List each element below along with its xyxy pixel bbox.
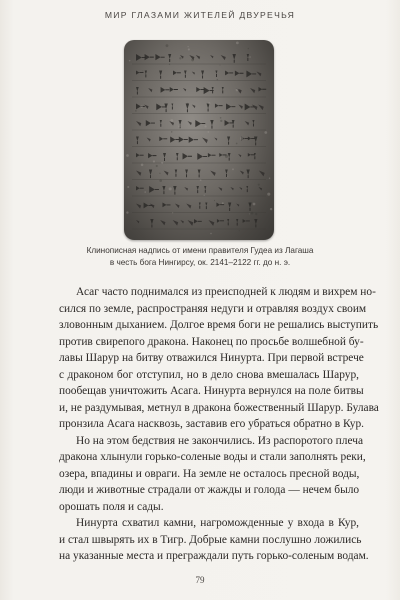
cuneiform-wedge <box>246 186 248 192</box>
cuneiform-wedge <box>222 87 224 93</box>
cuneiform-wedge <box>173 186 176 195</box>
cuneiform-wedge <box>162 203 170 208</box>
cuneiform-wedge <box>208 153 216 157</box>
text-line: с драконом бог отступил, но в дело снова вмешалась Шарур, <box>59 368 359 381</box>
cuneiform-wedge <box>149 170 152 179</box>
cuneiform-wedge <box>136 171 141 176</box>
cuneiform-wedge <box>202 138 208 144</box>
cuneiform-wedge <box>227 137 230 145</box>
cuneiform-wedge <box>149 186 159 193</box>
cuneiform-wedge <box>236 204 239 207</box>
text-line: сился по земле, распространяя недуги и отравляя воздух своим <box>59 302 367 315</box>
cuneiform-wedge <box>150 219 153 227</box>
cuneiform-wedge <box>175 170 178 177</box>
cuneiform-wedge <box>225 71 233 76</box>
figure-caption <box>60 245 340 269</box>
cuneiform-wedge <box>186 204 191 209</box>
running-head: МИР ГЛАЗАМИ ЖИТЕЛЕЙ ДВУРЕЧЬЯ <box>104 10 296 20</box>
cuneiform-wedge <box>185 170 188 178</box>
cuneiform-wedge <box>246 170 249 179</box>
cuneiform-wedge <box>136 104 145 110</box>
cuneiform-wedge <box>168 54 171 62</box>
cuneiform-wedge <box>136 71 143 75</box>
cuneiform-wedge <box>136 204 141 209</box>
cuneiform-wedge <box>245 104 255 111</box>
text-line: Нинурта схватил камни, нагроможденные у входа в Кур, <box>76 517 359 529</box>
cuneiform-wedge <box>192 105 196 109</box>
cuneiform-wedge <box>248 137 255 141</box>
cuneiform-wedge <box>183 88 186 91</box>
cuneiform-wedge <box>196 55 200 59</box>
text-line: и, не раздумывая, метнул в дракона божественный Шарур. Булава <box>59 401 379 414</box>
cuneiform-wedge <box>207 104 210 112</box>
cuneiform-wedge <box>159 137 167 142</box>
cuneiform-wedge <box>156 104 166 111</box>
cuneiform-wedge <box>145 54 154 60</box>
cuneiform-wedge <box>173 220 179 226</box>
cuneiform-wedge <box>210 171 216 177</box>
cuneiform-wedge <box>173 71 181 76</box>
cuneiform-wedge <box>248 203 251 211</box>
text-line: зловонным дыханием. Долгое время боги не решались выступить <box>59 319 379 331</box>
cuneiform-wedge <box>162 186 165 194</box>
cuneiform-wedge <box>210 120 213 129</box>
cuneiform-wedge <box>180 220 183 223</box>
cuneiform-wedge <box>184 71 187 78</box>
cuneiform-wedge <box>150 204 155 209</box>
cuneiform-wedge <box>254 219 257 227</box>
cuneiform-wedge <box>155 54 164 60</box>
cuneiform-wedge <box>208 220 214 226</box>
cuneiform-wedge <box>238 105 242 109</box>
cuneiform-wedge <box>254 153 256 159</box>
cuneiform-wedge <box>228 203 231 211</box>
cuneiform-wedge <box>164 171 169 176</box>
text-line: лавы Шарур на битву отважился Нинурта. При первой встрече <box>59 352 364 364</box>
cuneiform-wedge <box>199 203 201 209</box>
cuneiform-wedge <box>136 54 146 61</box>
cuneiform-wedge <box>146 120 155 126</box>
cuneiform-wedge <box>245 121 249 125</box>
cuneiform-tablet-image <box>124 40 274 240</box>
text-line: и стал швырять их в Тигр. Добрые камни послушно ложились <box>59 533 362 546</box>
body-text <box>59 284 379 565</box>
cuneiform-wedge <box>161 87 170 93</box>
cuneiform-wedge <box>175 204 180 209</box>
cuneiform-wedge <box>179 137 188 143</box>
text-line: озера, впадины и овраги. На земле не осталось пресной воды, <box>59 467 360 480</box>
cuneiform-wedge <box>235 71 244 77</box>
cuneiform-wedge <box>170 87 178 92</box>
caption-line: Клинописная надпись от имени правителя Гудеа из Лагаша <box>86 246 314 255</box>
cuneiform-wedge <box>247 54 249 61</box>
cuneiform-wedge <box>250 88 255 93</box>
caption-line: в честь бога Нингирсу, ок. 2141–2122 гг. до н. э. <box>109 258 291 267</box>
cuneiform-wedge <box>160 120 162 127</box>
cuneiform-wedge <box>145 71 147 78</box>
cuneiform-wedge <box>221 55 226 60</box>
cuneiform-wedge <box>147 138 151 142</box>
cuneiform-wedge <box>257 72 262 77</box>
cuneiform-wedge <box>159 71 162 79</box>
cuneiform-wedge <box>197 153 207 160</box>
cuneiform-wedge <box>218 187 222 191</box>
text-line: орошать поля и сады. <box>59 500 164 513</box>
page-number: 79 <box>195 575 205 585</box>
text-line: пронзила Асага насквозь, заставив его убраться обратно в Кур. <box>59 418 365 430</box>
cuneiform-wedge <box>171 104 173 110</box>
cuneiform-wedge <box>217 219 224 223</box>
cuneiform-wedge <box>225 170 228 177</box>
cuneiform-wedge <box>252 120 254 126</box>
text-line: Асаг часто поднимался из преисподней к людям и вихрем но- <box>76 286 376 298</box>
cuneiform-wedge <box>248 153 255 157</box>
cuneiform-wedge <box>136 153 144 157</box>
cuneiform-wedge <box>164 104 167 113</box>
cuneiform-wedge <box>136 137 139 145</box>
cuneiform-wedge <box>239 187 242 190</box>
text-line: против свирепого дракона. Наконец по просьбе волшебной бу- <box>59 335 364 348</box>
cuneiform-wedge <box>230 187 233 190</box>
text-line: пообещав уничтожить Асага. Нинурта вернулся на поле битвы <box>59 385 364 397</box>
cuneiform-wedge <box>201 71 204 79</box>
cuneiform-wedge <box>144 203 153 209</box>
cuneiform-wedge <box>204 186 206 193</box>
cuneiform-wedge <box>232 120 235 128</box>
cuneiform-wedge <box>184 187 188 191</box>
cuneiform-wedge <box>228 153 231 161</box>
cuneiform-wedge <box>163 153 166 161</box>
cuneiform-wedge <box>243 219 250 223</box>
cuneiform-wedge <box>136 220 139 223</box>
cuneiform-wedge <box>136 87 139 95</box>
cuneiform-wedge <box>189 137 198 143</box>
cuneiform-wedge <box>192 72 195 75</box>
cuneiform-wedge <box>205 203 207 210</box>
cuneiform-wedge <box>160 220 165 225</box>
cuneiform-wedge <box>259 171 265 177</box>
cuneiform-wedge <box>258 105 264 111</box>
cuneiform-tablet-photo <box>124 40 274 240</box>
cuneiform-wedge <box>226 104 235 110</box>
cuneiform-wedge <box>259 187 263 191</box>
cuneiform-wedge <box>236 219 238 226</box>
cuneiform-wedge <box>170 137 179 143</box>
cuneiform-wedge <box>195 120 205 127</box>
cuneiform-wedge <box>194 219 202 224</box>
cuneiform-wedge <box>176 153 179 160</box>
text-line: люди и животные страдали от жажды и голода — нечем было <box>59 484 360 496</box>
cuneiform-wedge <box>246 71 256 78</box>
cuneiform-wedge <box>238 154 241 157</box>
cuneiform-wedge <box>148 88 152 92</box>
cuneiform-wedge <box>196 186 199 193</box>
cuneiform-wedge <box>232 54 235 63</box>
text-line: дракона хлынули горько-соленые воды и стали заполнять реки, <box>59 451 366 463</box>
cuneiform-wedge <box>254 137 258 146</box>
cuneiform-wedge <box>196 87 204 92</box>
cuneiform-wedge <box>258 87 266 91</box>
cuneiform-wedge <box>227 219 229 225</box>
cuneiform-wedge <box>188 121 192 125</box>
cuneiform-wedge <box>215 71 217 77</box>
cuneiform-wedge <box>214 138 217 141</box>
cuneiform-wedge <box>240 171 244 175</box>
cuneiform-wedge <box>215 104 223 108</box>
cuneiform-wedge <box>187 220 193 226</box>
cuneiform-wedge <box>148 153 156 158</box>
text-line: Но на этом бедствия не закончились. Из распоротого плеча <box>76 434 364 447</box>
cuneiform-wedge <box>136 121 141 126</box>
cuneiform-wedge <box>198 170 201 178</box>
cuneiform-wedge <box>183 153 192 160</box>
cuneiform-wedge <box>210 55 213 58</box>
cuneiform-wedge <box>186 104 189 113</box>
cuneiform-wedge <box>136 186 144 190</box>
text-line: на указанные места и преграждали путь горько-соленым водам. <box>59 550 369 562</box>
